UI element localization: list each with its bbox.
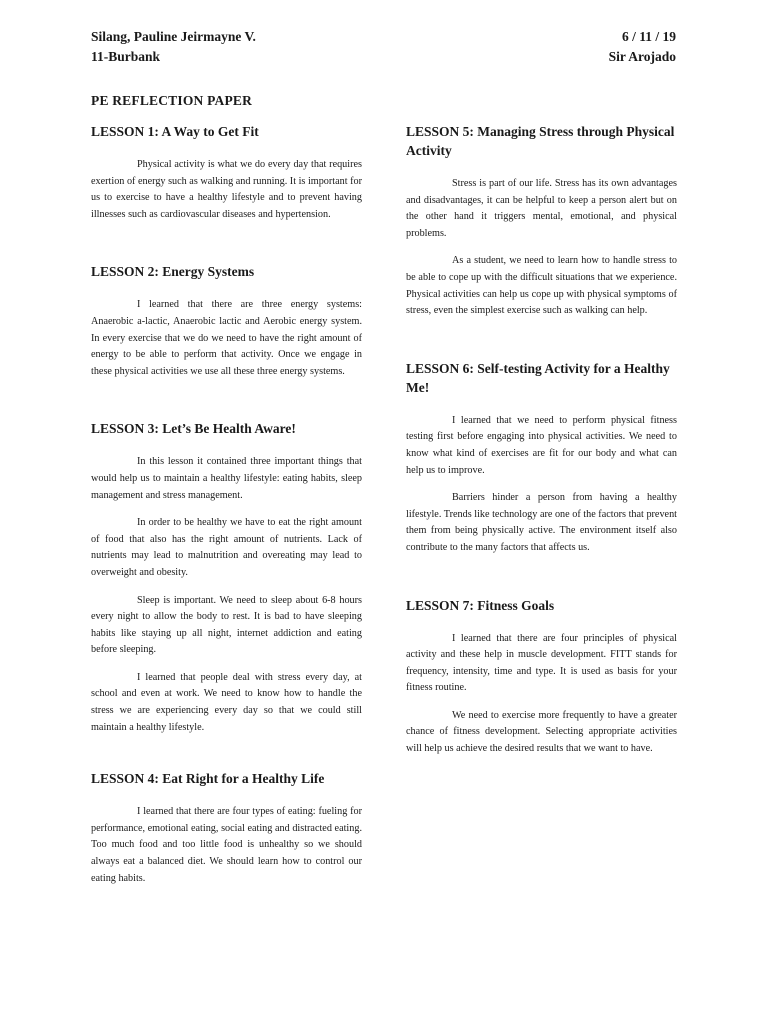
lesson-paragraph: I learned that there are four principles of physical activity and these help in muscle development. FITT stands for frequency, intensity, time and type. It is used as basis for your fitness routine.: [406, 632, 677, 694]
lesson-title: LESSON 2: Energy Systems: [91, 264, 255, 280]
lesson-title: LESSON 4: Eat Right for a Healthy Life: [91, 771, 325, 787]
document-date: 6 / 11 / 19: [621, 29, 676, 44]
date-teacher-info: [609, 27, 676, 67]
left-column: [91, 122, 362, 898]
lesson-paragraph: In order to be healthy we have to eat the right amount of food that also has the right amount of nutrients. Lack of nutrients may lead to malnutrition and overeating may lead to overweight and obesity.: [91, 517, 362, 578]
lesson-6: [406, 359, 677, 557]
lesson-paragraph: Barriers hinder a person from having a healthy lifestyle. Trends like technology are one of the factors that prevent them from being physically active. The environment itself also contribute to the many factors that affects us.: [406, 492, 677, 553]
student-name: Silang, Pauline Jeirmayne V.: [91, 29, 256, 44]
lesson-5: [406, 122, 677, 320]
lesson-3: [91, 419, 362, 736]
lesson-4: [91, 769, 362, 887]
lesson-2: [91, 262, 362, 380]
lesson-title: LESSON 1: A Way to Get Fit: [91, 124, 259, 139]
lesson-paragraph: We need to exercise more frequently to have a greater chance of fitness development. Selecting appropriate activities will help us achieve the desired results that we want to have.: [406, 709, 677, 755]
lesson-paragraph: Physical activity is what we do every day that requires exertion of energy such as walking and running. It is important for us to exercise to have a healthy lifestyle and to prevent having illnesses such as cardiovascular diseases and hypertension.: [91, 159, 362, 220]
lesson-paragraph: I learned that people deal with stress every day, at school and even at work. We need to know how to handle the stress we are experiencing every day so that we could still maintain a healthy lifestyle.: [91, 671, 362, 733]
lesson-paragraph: Stress is part of our life. Stress has its own advantages and disadvantages, it can be helpful to keep a person alert but on the other hand it triggers mental, emotional, and physical problems.: [406, 178, 677, 239]
lesson-paragraph: As a student, we need to learn how to handle stress to be able to cope up with the difficult situations that we experience. Physical activities can help us cope up with physical symptoms of stress, even the simplest exercise such as walking can help.: [406, 255, 677, 317]
lesson-paragraph: I learned that we need to perform physical fitness testing first before engaging into physical activities. We need to know what kind of exercises are fit for our body and what can help us to improve.: [406, 414, 677, 476]
lesson-title: LESSON 6: Self-testing Activity for a Healthy Me!: [406, 360, 670, 395]
lesson-7: [406, 596, 677, 758]
teacher-name: Sir Arojado: [608, 49, 676, 64]
lesson-paragraph: In this lesson it contained three important things that would help us to maintain a healthy lifestyle: eating habits, sleep management and stress management.: [91, 456, 362, 501]
document-title: PE REFLECTION PAPER: [91, 93, 253, 108]
lesson-1: [91, 122, 362, 223]
lesson-paragraph: I learned that there are four types of eating: fueling for performance, emotional eating, social eating and distracted eating. Too much food and too little food is unhealthy so we should always eat a balanced diet. We should learn how to control our eating habits.: [91, 806, 362, 884]
lesson-title: LESSON 3: Let’s Be Health Aware!: [91, 421, 296, 437]
student-section: 11-Burbank: [91, 49, 161, 64]
student-info: [91, 27, 256, 67]
lesson-title: LESSON 5: Managing Stress through Physical Activity: [406, 124, 675, 158]
lesson-title: LESSON 7: Fitness Goals: [406, 597, 555, 613]
right-column: [406, 122, 677, 769]
lesson-paragraph: I learned that there are three energy systems: Anaerobic a-lactic, Anaerobic lactic and Aerobic energy system. In every exercise that we do we need to have the right amount of energy to be able to perform that activity. Once we engage in these physical activities we use all these three energy systems.: [91, 299, 362, 377]
lesson-paragraph: Sleep is important. We need to sleep about 6-8 hours every night to allow the body to rest. It is bad to have sleeping habits like staying up all night, internet addiction and eating before sleeping.: [91, 594, 362, 656]
